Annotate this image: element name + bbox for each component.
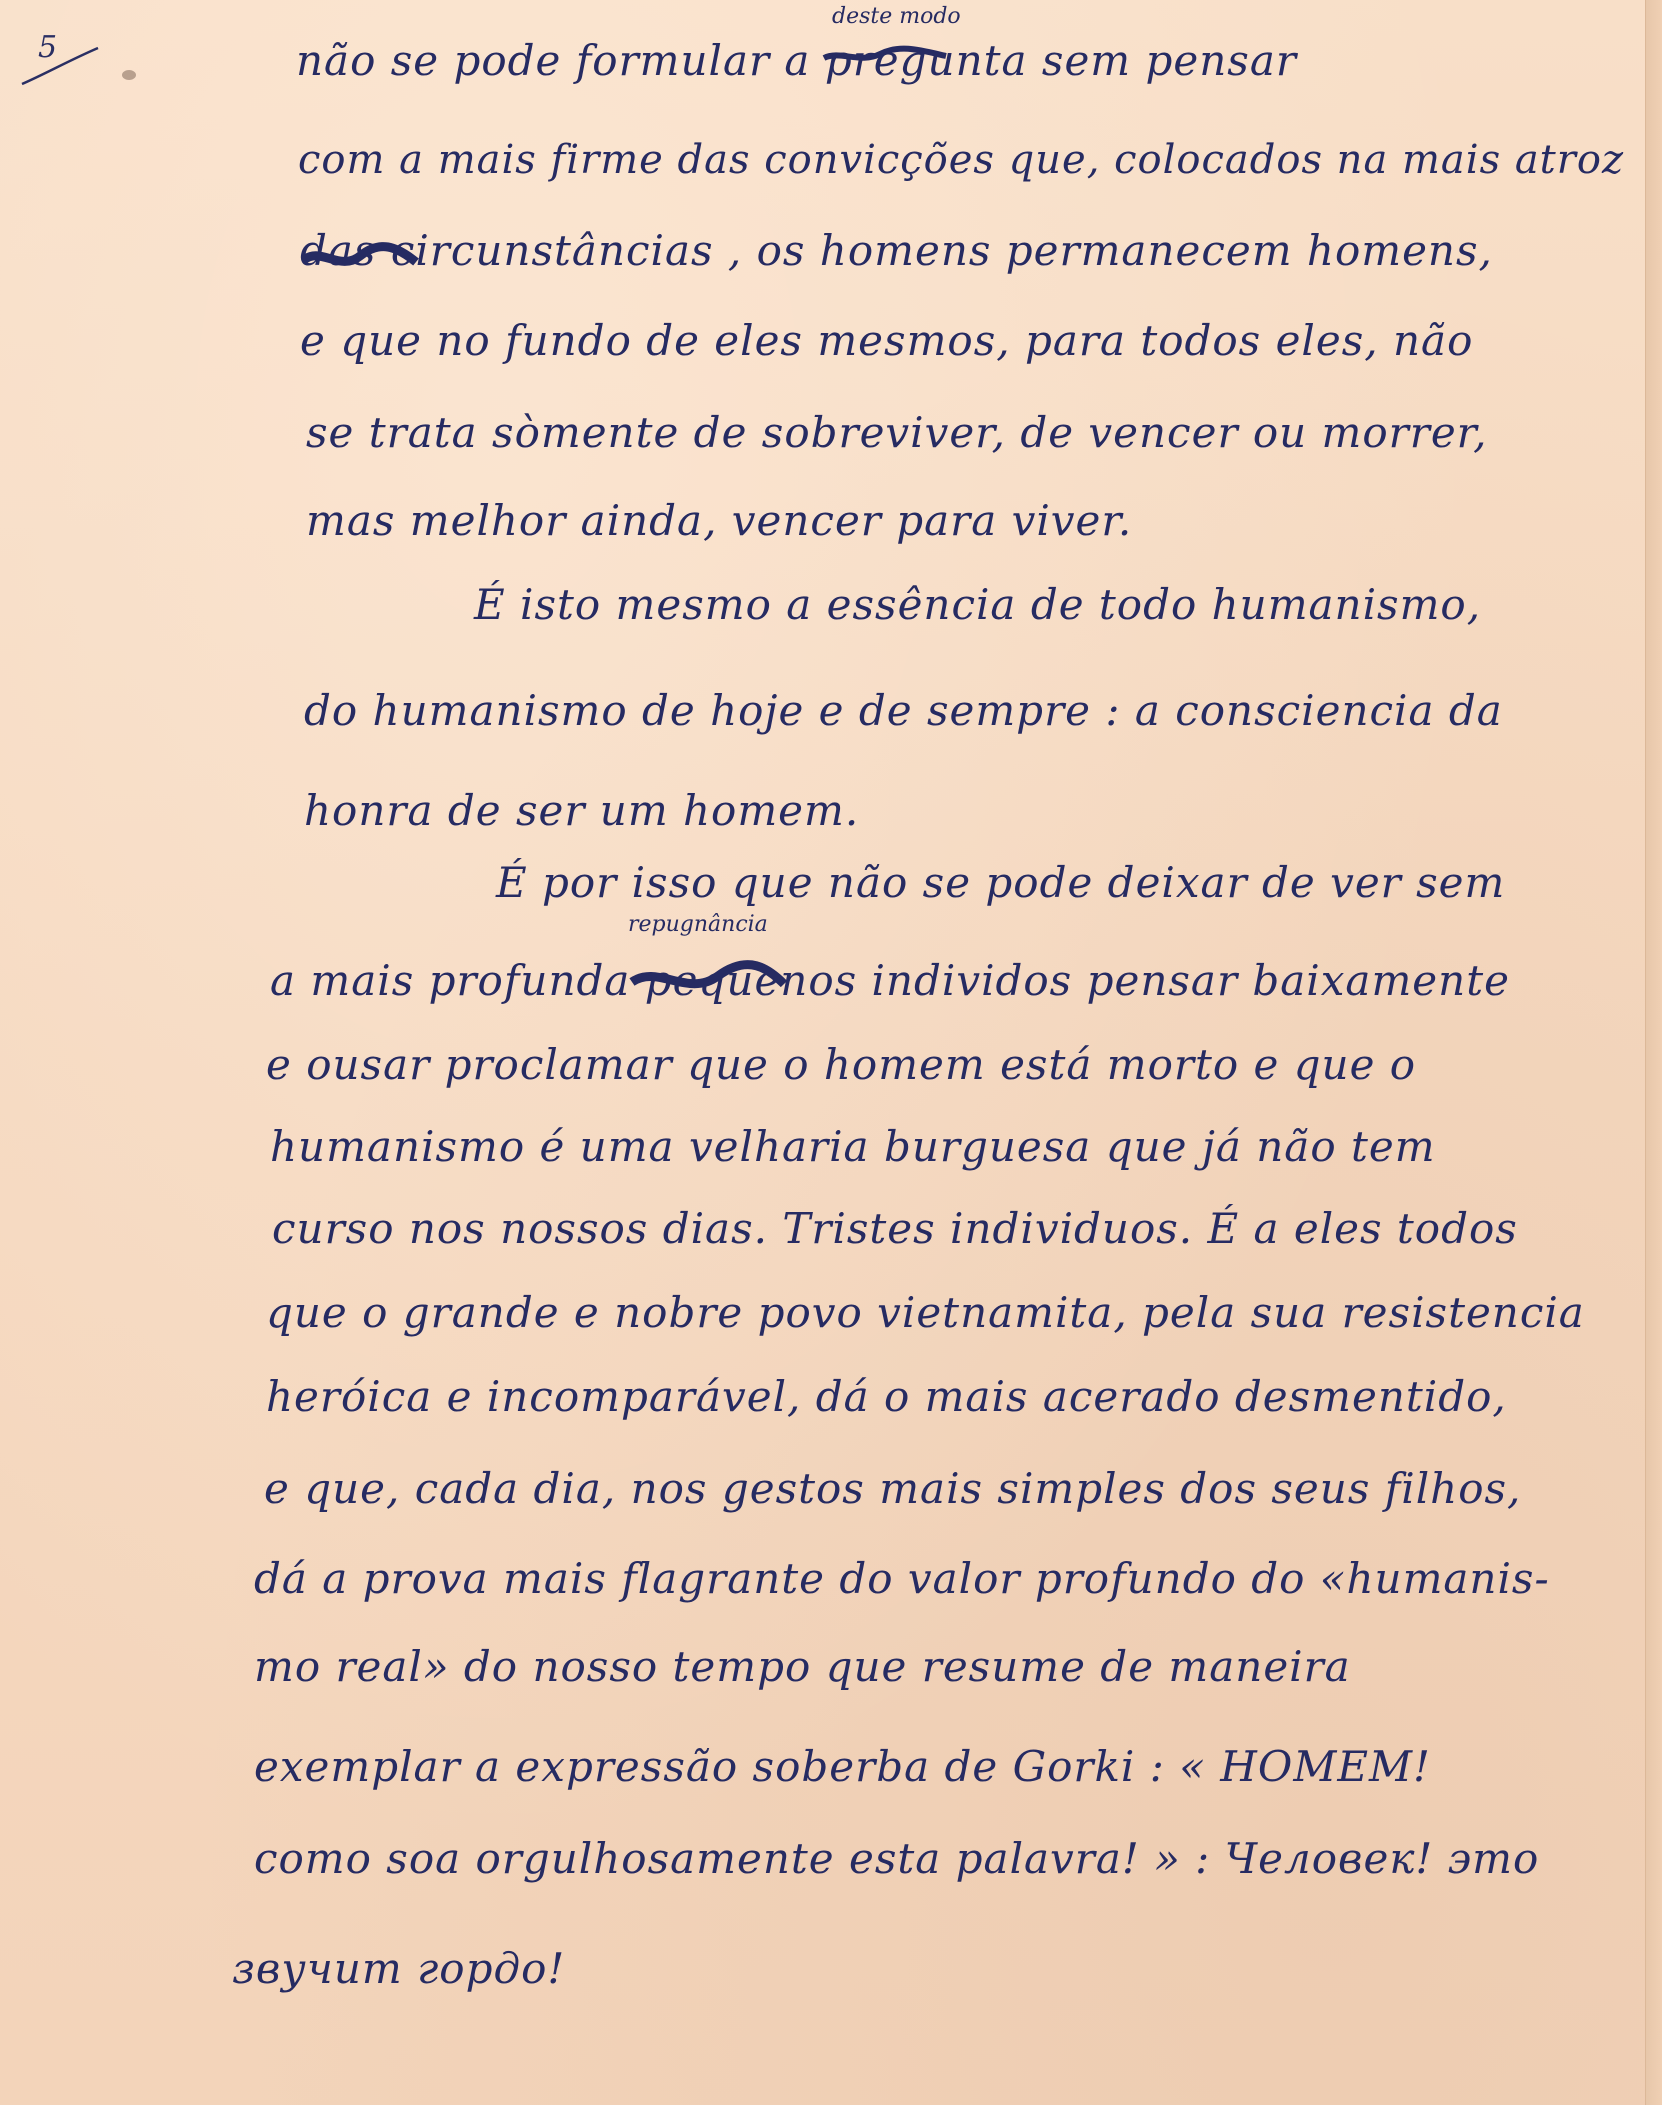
text-line-5: se trata sòmente de sobreviver, de vencer ou morrer, [306,408,1488,457]
text-line-11: a mais profunda pequenos individos pensar baixamente [270,956,1510,1005]
text-line-13: humanismo é uma velharia burguesa que já não tem [270,1122,1436,1171]
text-line-4: e que no fundo de eles mesmos, para todos eles, não [300,316,1474,365]
text-line-18: dá a prova mais flagrante do valor profundo do «humanis- [254,1554,1550,1603]
text-line-12: e ousar proclamar que o homem está morto e que o [266,1040,1417,1089]
text-line-15: que o grande e nobre povo vietnamita, pela sua resistencia [266,1288,1585,1337]
page-number: 5 [38,30,58,65]
text-line-10: É por isso que não se pode deixar de ver sem [496,858,1506,907]
insertion-repugnancia: repugnância [628,912,768,937]
text-line-6: mas melhor ainda, vencer para viver. [306,496,1133,545]
text-line-19: mo real» do nosso tempo que resume de maneira [254,1642,1351,1691]
text-line-14: curso nos nossos dias. Tristes individuos. É a eles todos [272,1204,1518,1253]
text-line-16: heróica e incomparável, dá o mais acerado desmentido, [266,1372,1507,1421]
text-line-8: do humanismo de hoje e de sempre : a consciencia da [304,686,1503,735]
insertion-deste-modo: deste modo [832,4,961,29]
text-line-17: e que, cada dia, nos gestos mais simples dos seus filhos, [264,1464,1522,1513]
text-line-22: звучит гордо! [232,1944,566,1993]
text-line-9: honra de ser um homem. [304,786,860,835]
text-line-1: não se pode formular a pregunta sem pensar [296,36,1297,85]
text-line-2: com a mais firme das convicções que, colocados na mais atroz [298,137,1625,183]
text-line-3: das circunstâncias , os homens permanecem homens, [300,226,1493,275]
ink-stain [122,70,136,80]
text-line-20: exemplar a expressão soberba de Gorki : « HOMEM! [254,1742,1431,1791]
page-edge [1645,0,1662,2105]
page-number-slash [20,46,100,86]
text-line-7: É isto mesmo a essência de todo humanismo, [474,580,1482,629]
text-line-21: como soa orgulhosamente esta palavra! » : Человек! это [254,1834,1540,1883]
